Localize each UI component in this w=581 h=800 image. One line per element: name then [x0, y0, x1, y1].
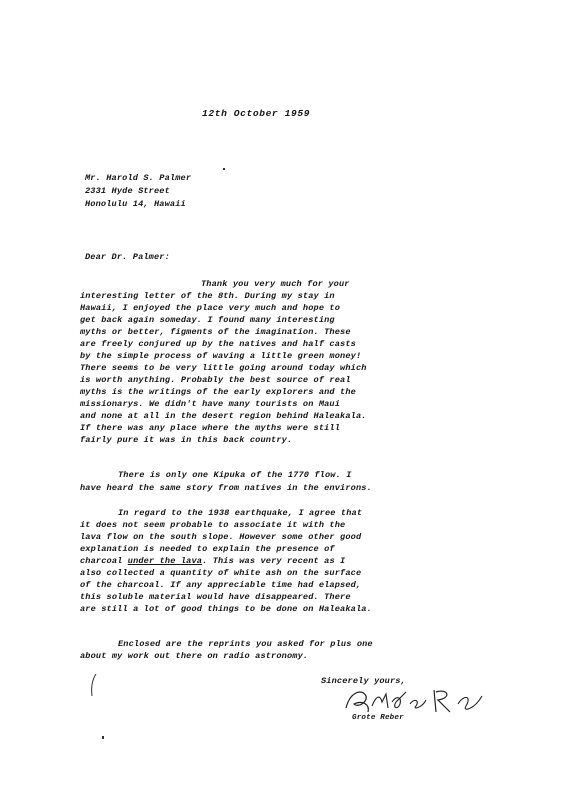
body-line: lava flow on the south slope. However some other good — [80, 532, 362, 542]
body-line: it does not seem probable to associate it with the — [80, 520, 346, 530]
body-line: have heard the same story from natives in the environs. — [80, 483, 372, 493]
body-line: There seems to be very little going around today which — [80, 363, 367, 373]
salutation: Dear Dr. Palmer: — [85, 252, 170, 262]
body-line: this soluble material would have disappeared. There — [80, 592, 351, 602]
body-line: are freely conjured up by the natives and half casts — [80, 339, 356, 349]
body-line-with-underline — [80, 556, 345, 567]
stray-dot — [223, 168, 225, 170]
underlined-phrase: under the lava — [127, 556, 203, 566]
body-line: by the simple process of waving a little green money! — [80, 351, 362, 361]
body-line: of the charcoal. If any appreciable time had elapsed, — [80, 580, 362, 590]
body-line: There is only one Kipuka of the 1770 flow. I — [118, 470, 352, 480]
body-line: is worth anything. Probably the best source of real — [80, 375, 351, 385]
body-line: myths is the writings of the early explorers and the — [80, 387, 356, 397]
closing: Sincerely yours, — [321, 676, 406, 686]
body-line: missionarys. We didn't have many tourists on Maui — [80, 399, 341, 409]
body-line: In regard to the 1938 earthquake, I agree that — [118, 508, 363, 518]
body-line: Hawaii, I enjoyed the place very much and hope to — [80, 303, 341, 313]
recipient-city: Honolulu 14, Hawaii — [85, 199, 186, 209]
recipient-name: Mr. Harold S. Palmer — [85, 173, 192, 183]
body-text: charcoal — [80, 556, 128, 566]
body-line: myths or better, figments of the imagination. These — [80, 327, 351, 337]
stray-dot — [102, 736, 104, 739]
body-line: explanation is needed to explain the presence of — [80, 544, 335, 554]
recipient-street: 2331 Hyde Street — [85, 186, 170, 196]
body-line: about my work out there on radio astronomy. — [80, 651, 309, 661]
body-line: fairly pure it was in this back country. — [80, 435, 293, 445]
letter-date: 12th October 1959 — [202, 108, 311, 119]
body-line: are still a lot of good things to be done on Haleakala. — [80, 604, 372, 614]
stray-pen-mark — [88, 672, 100, 698]
body-line: Thank you very much for your — [201, 279, 350, 289]
signer-name: Grote Reber — [352, 714, 404, 722]
body-line: get back again someday. I found many interesting — [80, 315, 335, 325]
body-text: . This was very recent as I — [202, 556, 346, 566]
body-line: Enclosed are the reprints you asked for plus one — [118, 639, 373, 649]
body-line: If there was any place where the myths were still — [80, 423, 341, 433]
body-line: and none at all in the desert region behind Haleakala. — [80, 411, 367, 421]
body-line: interesting letter of the 8th. During my stay in — [80, 291, 335, 301]
body-line: also collected a quantity of white ash on the surface — [80, 568, 362, 578]
